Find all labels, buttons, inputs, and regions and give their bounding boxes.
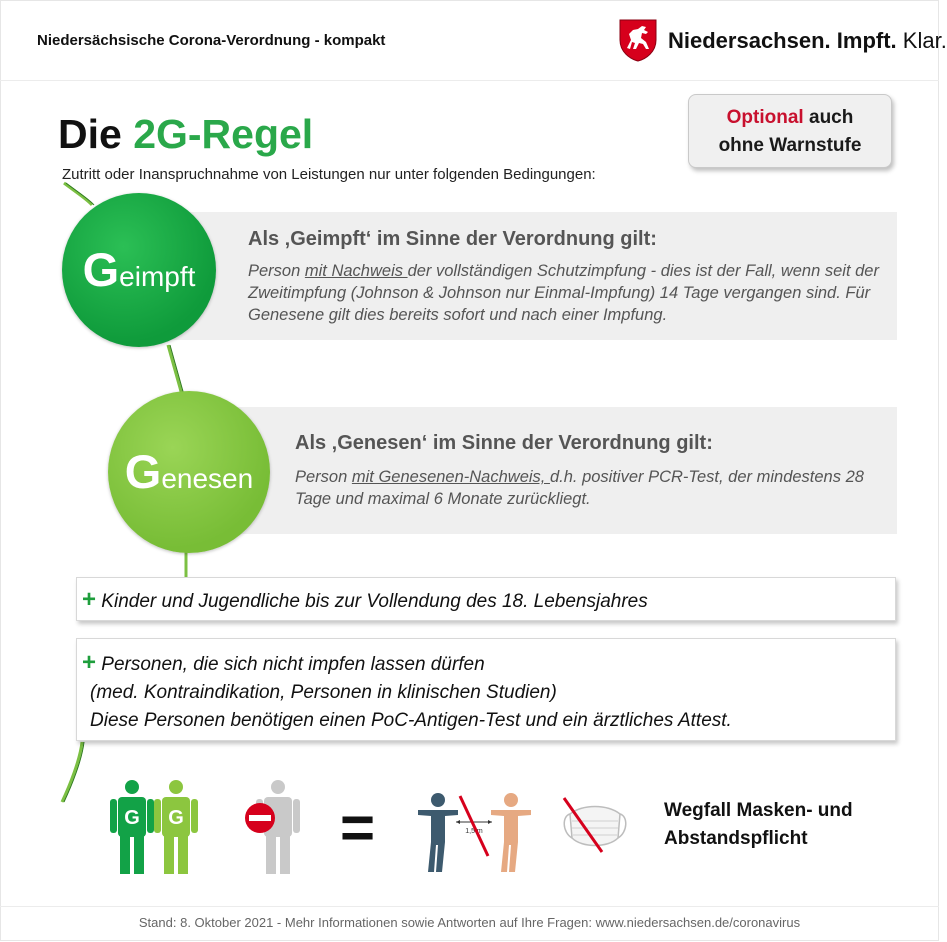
genesen-person-icon <box>154 780 198 875</box>
mask-icon <box>560 796 630 856</box>
plus-icon: + <box>82 586 97 613</box>
brand-part1: Niedersachsen. <box>668 28 831 53</box>
optional-line2: ohne Warnstufe <box>718 135 862 156</box>
title-prefix: Die <box>58 111 134 157</box>
header-title: Niedersächsische Corona-Verordnung - kompakt <box>37 32 386 49</box>
plus-icon: + <box>82 649 97 676</box>
genesen-circle-rest: enesen <box>161 463 254 494</box>
exception-children-text: Kinder und Jugendliche bis zur Vollendung des 18. Lebensjahres <box>101 591 648 612</box>
genesen-circle-initial: G <box>124 445 162 498</box>
page-subtitle: Zutritt oder Inanspruchnahme von Leistungen nur unter folgenden Bedingungen: <box>62 166 596 183</box>
optional-badge <box>688 94 892 168</box>
brand-text <box>668 28 947 54</box>
result-line2: Abstandspflicht <box>664 828 808 849</box>
exception-medical-line1: Personen, die sich nicht impfen lassen dürfen <box>101 654 485 675</box>
no-entry-person-icon <box>244 780 300 875</box>
geimpft-person-badge: G <box>124 807 140 829</box>
title-highlight: 2G-Regel <box>133 111 314 157</box>
geimpft-circle-initial: G <box>82 243 120 296</box>
header <box>0 0 947 81</box>
geimpft-circle <box>62 193 216 347</box>
brand-logo <box>618 18 947 64</box>
genesen-person-badge: G <box>168 807 184 829</box>
optional-red-word: Optional <box>726 107 804 128</box>
exception-card-medical <box>76 638 896 741</box>
geimpft-text-after: der vollständigen Schutzimpfung - dies ist der Fall, wenn seit der Zweitimpfung (Johnson & Johnson nur Einmal-Impfung) 14 Tage vergangen sind. Für Genesene gilt dies bereits sofort und nach einer Impfung. <box>248 262 879 324</box>
brand-part3: Klar. <box>902 28 947 53</box>
niedersachsen-crest-icon <box>618 18 658 62</box>
exception-medical-line3: Diese Personen benötigen einen PoC-Antigen-Test und ein ärztliches Attest. <box>90 710 732 731</box>
result-text <box>664 797 853 853</box>
geimpft-circle-rest: eimpft <box>119 261 196 292</box>
geimpft-person-icon <box>110 780 154 875</box>
genesen-text-underlined: mit Genesenen-Nachweis, <box>351 468 550 486</box>
exception-medical-line2: (med. Kontraindikation, Personen in klinischen Studien) <box>90 682 557 703</box>
optional-rest-line1: auch <box>803 107 854 128</box>
genesen-heading: Als ‚Genesen‘ im Sinne der Verordnung gilt: <box>295 432 713 454</box>
distance-icon <box>412 790 540 880</box>
geimpft-text-underlined: mit Nachweis <box>304 262 408 280</box>
equals-sign: = <box>340 794 376 861</box>
geimpft-heading: Als ‚Geimpft‘ im Sinne der Verordnung gilt: <box>248 228 657 250</box>
geimpft-text <box>248 260 888 326</box>
page-title <box>58 111 313 158</box>
result-line1: Wegfall Masken- und <box>664 800 853 821</box>
genesen-text <box>295 466 887 510</box>
distance-label: 1,5 m <box>465 828 483 835</box>
brand-part2: Impft. <box>836 28 897 53</box>
genesen-text-before: Person <box>295 468 352 486</box>
genesen-text-after: d.h. positiver PCR-Test, der mindestens 28 Tage und maximal 6 Monate zurückliegt. <box>295 468 864 508</box>
exception-card-children <box>76 577 896 621</box>
footer: Stand: 8. Oktober 2021 - Mehr Informationen sowie Antworten auf Ihre Fragen: www.niedersachsen.de/coronavirus <box>0 906 939 942</box>
geimpft-text-before: Person <box>248 262 305 280</box>
genesen-circle <box>108 391 270 553</box>
